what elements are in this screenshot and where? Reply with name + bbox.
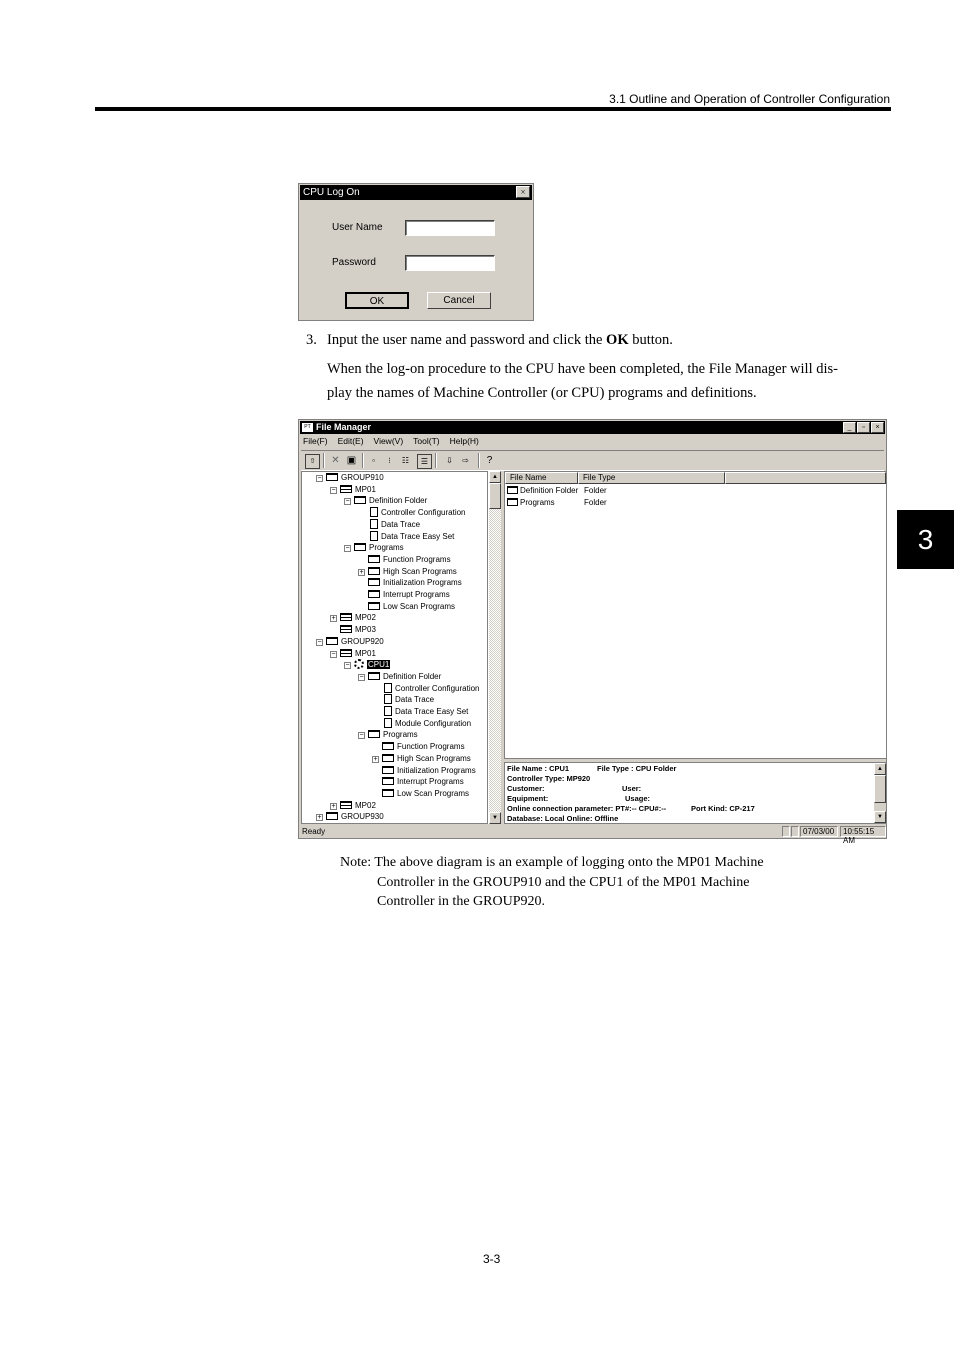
tree-item[interactable] xyxy=(372,753,471,765)
cancel-button[interactable]: Cancel xyxy=(427,292,491,309)
properties-icon[interactable]: ▣ xyxy=(346,455,357,466)
folder-icon xyxy=(368,730,380,738)
controller-icon xyxy=(340,485,352,493)
tree-item-label: Function Programs xyxy=(397,742,465,752)
note xyxy=(340,853,810,912)
folder-icon xyxy=(382,766,394,774)
collapse-icon[interactable]: − xyxy=(359,732,364,740)
controller-icon xyxy=(340,625,352,633)
folder-icon xyxy=(368,590,380,598)
document-icon xyxy=(370,531,378,541)
tree-item[interactable] xyxy=(316,811,384,823)
document-icon xyxy=(384,694,392,704)
item-name: Definition Folder xyxy=(520,486,579,495)
chapter-tab: 3 xyxy=(897,510,954,569)
tree-scrollbar[interactable] xyxy=(488,471,501,824)
tree-item-label: Definition Folder xyxy=(369,496,428,506)
expand-icon[interactable]: + xyxy=(331,615,336,623)
list-item[interactable] xyxy=(507,497,555,509)
document-icon xyxy=(384,683,392,693)
collapse-icon[interactable]: − xyxy=(345,545,350,553)
folder-icon xyxy=(382,754,394,762)
step-paragraph-line2: play the names of Machine Controller (or CPU) programs and definitions. xyxy=(327,385,757,401)
close-icon[interactable]: × xyxy=(516,186,530,198)
tree-item[interactable] xyxy=(358,519,420,531)
tree-item-label: MP02 xyxy=(355,613,376,623)
tree-item-label: Function Programs xyxy=(383,554,451,564)
folder-icon xyxy=(507,498,518,506)
tree-item-label: Data Trace Easy Set xyxy=(381,531,455,541)
cpu-icon xyxy=(354,659,364,669)
menu-bar xyxy=(303,436,479,446)
section-header: 3.1 Outline and Operation of Controller Configuration xyxy=(609,92,890,106)
help-icon[interactable]: ? xyxy=(486,455,493,466)
tree-item[interactable] xyxy=(358,554,451,566)
controller-icon xyxy=(340,649,352,657)
collapse-icon[interactable]: − xyxy=(317,638,322,646)
item-type: Folder xyxy=(584,498,607,507)
item-name: Programs xyxy=(520,498,555,507)
large-icons-icon[interactable]: ▫ xyxy=(372,456,375,465)
tree-item-label: Low Scan Programs xyxy=(383,601,456,611)
ok-button[interactable]: OK xyxy=(345,292,409,309)
column-file-name[interactable]: File Name xyxy=(505,472,578,484)
minimize-icon[interactable]: _ xyxy=(843,422,856,433)
collapse-icon[interactable]: − xyxy=(317,475,322,482)
collapse-icon[interactable]: − xyxy=(345,662,350,670)
tree-item[interactable] xyxy=(344,659,390,671)
tree-item-label: Controller Configuration xyxy=(395,683,480,693)
tree-item-label: MP03 xyxy=(355,625,376,635)
folder-icon xyxy=(354,496,366,504)
tree-item[interactable] xyxy=(330,484,376,496)
file-manager-window xyxy=(298,419,887,845)
tree-item[interactable] xyxy=(316,636,384,648)
close-icon[interactable]: × xyxy=(871,422,884,433)
info-database: Database: Local Online: Offline xyxy=(507,814,619,823)
tree-item-label: Low Scan Programs xyxy=(397,788,470,798)
tree-item-label: Initialization Programs xyxy=(397,765,476,775)
collapse-icon[interactable]: − xyxy=(331,486,336,494)
tree-item[interactable] xyxy=(358,729,418,741)
header-rule xyxy=(95,107,891,111)
tree-item[interactable] xyxy=(358,601,455,613)
tree-item-label: High Scan Programs xyxy=(397,753,471,763)
window-buttons xyxy=(843,422,884,433)
tree-item[interactable] xyxy=(372,718,471,730)
tree-item-label: Programs xyxy=(383,730,418,740)
password-input[interactable] xyxy=(405,255,495,271)
info-scrollbar[interactable] xyxy=(873,763,886,823)
step-instruction xyxy=(327,328,673,352)
step-text-end: button. xyxy=(628,332,673,348)
tree-item[interactable] xyxy=(316,472,384,484)
info-file-type: File Type : CPU Folder xyxy=(597,764,677,773)
info-online: Online connection parameter: PT#:-- CPU#:-- xyxy=(507,804,667,813)
cpu-logon-dialog xyxy=(298,183,534,321)
step-paragraph-line1: When the log-on procedure to the CPU have been completed, the File Manager will dis- xyxy=(327,361,838,377)
expand-icon[interactable]: + xyxy=(317,814,322,822)
tree-item-label: MP01 xyxy=(355,648,376,658)
document-icon xyxy=(384,706,392,716)
tree-item-label: MP01 xyxy=(355,484,376,494)
tree-item[interactable] xyxy=(372,706,468,718)
menu-file[interactable]: File(F) xyxy=(303,436,328,446)
tree-item[interactable] xyxy=(344,542,404,554)
tree-item[interactable] xyxy=(372,741,465,753)
tree-item-label: High Scan Programs xyxy=(383,566,457,576)
expand-icon[interactable]: + xyxy=(373,755,378,763)
tree-item[interactable] xyxy=(330,624,376,636)
status-indicator xyxy=(791,826,799,837)
tree-item[interactable] xyxy=(330,648,376,660)
info-equipment: Equipment: xyxy=(507,794,549,803)
folder-icon xyxy=(354,543,366,551)
delete-icon[interactable]: ✕ xyxy=(331,455,340,466)
toolbar-separator xyxy=(323,453,325,468)
tree-item-label: Data Trace xyxy=(381,519,421,529)
tree-item[interactable] xyxy=(358,589,450,601)
tree-item-label: GROUP930 xyxy=(341,812,384,822)
info-user: User: xyxy=(622,784,642,793)
controller-icon xyxy=(340,613,352,621)
info-file-name: File Name : CPU1 xyxy=(507,764,570,773)
download-icon[interactable]: ⇩ xyxy=(446,456,453,465)
tree-item-label: Programs xyxy=(369,543,404,553)
tree-item-label: CPU1 xyxy=(368,660,390,670)
collapse-icon[interactable]: − xyxy=(331,650,336,658)
tree-item-label: Data Trace xyxy=(395,695,435,705)
item-type: Folder xyxy=(584,486,607,495)
menu-tool[interactable]: Tool(T) xyxy=(413,436,440,446)
tree-item[interactable] xyxy=(358,566,457,578)
folder-icon xyxy=(368,578,380,586)
toolbar-separator xyxy=(478,453,480,468)
user-name-label: User Name xyxy=(332,222,383,233)
folder-tree xyxy=(301,471,488,824)
upload-icon[interactable]: ⇨ xyxy=(462,456,469,465)
menu-edit[interactable]: Edit(E) xyxy=(337,436,364,446)
folder-icon xyxy=(326,812,338,820)
tree-item[interactable] xyxy=(358,671,441,683)
password-label: Password xyxy=(332,257,376,268)
scroll-thumb[interactable] xyxy=(874,775,886,803)
scroll-up-icon[interactable]: ▲ xyxy=(874,763,886,775)
step-number: 3. xyxy=(306,332,317,348)
up-folder-icon[interactable]: ⇧ xyxy=(305,454,320,469)
tree-item[interactable] xyxy=(330,612,376,624)
note-line3: Controller in the GROUP920. xyxy=(377,894,545,909)
tree-item-label: Initialization Programs xyxy=(383,578,462,588)
tree-item[interactable] xyxy=(372,788,469,800)
toolbar-separator xyxy=(435,453,437,468)
note-line1: Note: The above diagram is an example of logging onto the MP01 Machine xyxy=(340,855,764,870)
tree-item-label: Module Configuration xyxy=(395,718,472,728)
scroll-down-icon[interactable]: ▼ xyxy=(489,812,501,824)
expand-icon[interactable]: + xyxy=(359,568,364,576)
scroll-thumb[interactable] xyxy=(489,483,501,509)
dialog-title: CPU Log On xyxy=(300,185,532,200)
expand-icon[interactable]: + xyxy=(331,802,336,810)
tree-item[interactable] xyxy=(330,800,376,812)
list-view-icon[interactable]: ☷ xyxy=(401,456,410,465)
tree-item-label: Data Trace Easy Set xyxy=(395,707,469,716)
app-icon: PT xyxy=(301,422,314,433)
small-icons-icon[interactable]: ⁝ xyxy=(388,456,391,465)
folder-icon xyxy=(368,672,380,680)
scroll-down-icon[interactable]: ▼ xyxy=(874,811,886,823)
menu-help[interactable]: Help(H) xyxy=(449,436,479,446)
folder-icon xyxy=(368,567,380,575)
controller-icon xyxy=(340,801,352,809)
menu-view[interactable]: View(V) xyxy=(373,436,404,446)
tree-item[interactable] xyxy=(372,776,464,788)
info-controller-type: Controller Type: MP920 xyxy=(507,774,591,783)
folder-icon xyxy=(368,555,380,563)
tree-item-label: MP02 xyxy=(355,800,376,810)
toolbar-separator xyxy=(362,453,364,468)
column-blank xyxy=(725,472,886,484)
tree-item[interactable] xyxy=(372,765,476,777)
folder-icon xyxy=(382,789,394,797)
tree-item-label: Interrupt Programs xyxy=(383,590,450,599)
tree-item-label: Interrupt Programs xyxy=(397,777,464,787)
step-text: Input the user name and password and click the xyxy=(327,332,607,348)
document-icon xyxy=(370,519,378,529)
list-item[interactable] xyxy=(507,485,578,497)
window-title: File Manager xyxy=(300,421,885,434)
document-icon xyxy=(370,507,378,517)
info-usage: Usage: xyxy=(625,794,651,803)
tree-item-label: GROUP920 xyxy=(341,636,384,646)
tree-item-label: Definition Folder xyxy=(383,671,442,681)
file-list xyxy=(504,471,887,759)
user-name-input[interactable] xyxy=(405,220,495,236)
toolbar xyxy=(301,450,884,471)
folder-icon xyxy=(368,602,380,610)
collapse-icon[interactable]: − xyxy=(359,673,364,681)
info-customer: Customer: xyxy=(507,784,545,793)
document-icon xyxy=(384,718,392,728)
info-port: Port Kind: CP-217 xyxy=(691,804,755,813)
maximize-icon[interactable]: ▫ xyxy=(857,422,870,433)
folder-icon xyxy=(507,486,518,494)
tree-item[interactable] xyxy=(358,507,466,519)
note-line2: Controller in the GROUP910 and the CPU1 of the MP01 Machine xyxy=(377,874,750,890)
status-text: Ready xyxy=(302,827,326,836)
column-file-type[interactable]: File Type xyxy=(578,472,725,484)
details-view-icon[interactable]: ☰ xyxy=(417,454,432,469)
info-panel xyxy=(504,762,887,824)
page-number: 3-3 xyxy=(483,1252,501,1266)
status-date: 07/03/00 xyxy=(800,826,838,837)
tree-item-label: Controller Configuration xyxy=(381,508,466,518)
tree-item-label: GROUP910 xyxy=(341,473,384,482)
tree-item[interactable] xyxy=(372,694,434,706)
status-bar xyxy=(300,826,885,845)
tree-item[interactable] xyxy=(344,495,427,507)
collapse-icon[interactable]: − xyxy=(345,498,350,506)
status-indicator xyxy=(782,826,790,837)
folder-icon xyxy=(326,637,338,645)
folder-icon xyxy=(382,777,394,785)
folder-icon xyxy=(382,742,394,750)
scroll-up-icon[interactable]: ▲ xyxy=(489,471,501,483)
tree-item[interactable] xyxy=(372,683,480,695)
status-time: 10:55:15 AM xyxy=(840,826,886,837)
folder-icon xyxy=(326,473,338,481)
tree-item[interactable] xyxy=(358,531,454,543)
step-ok-bold: OK xyxy=(606,332,629,348)
scroll-track xyxy=(489,509,501,812)
tree-item[interactable] xyxy=(358,577,462,589)
